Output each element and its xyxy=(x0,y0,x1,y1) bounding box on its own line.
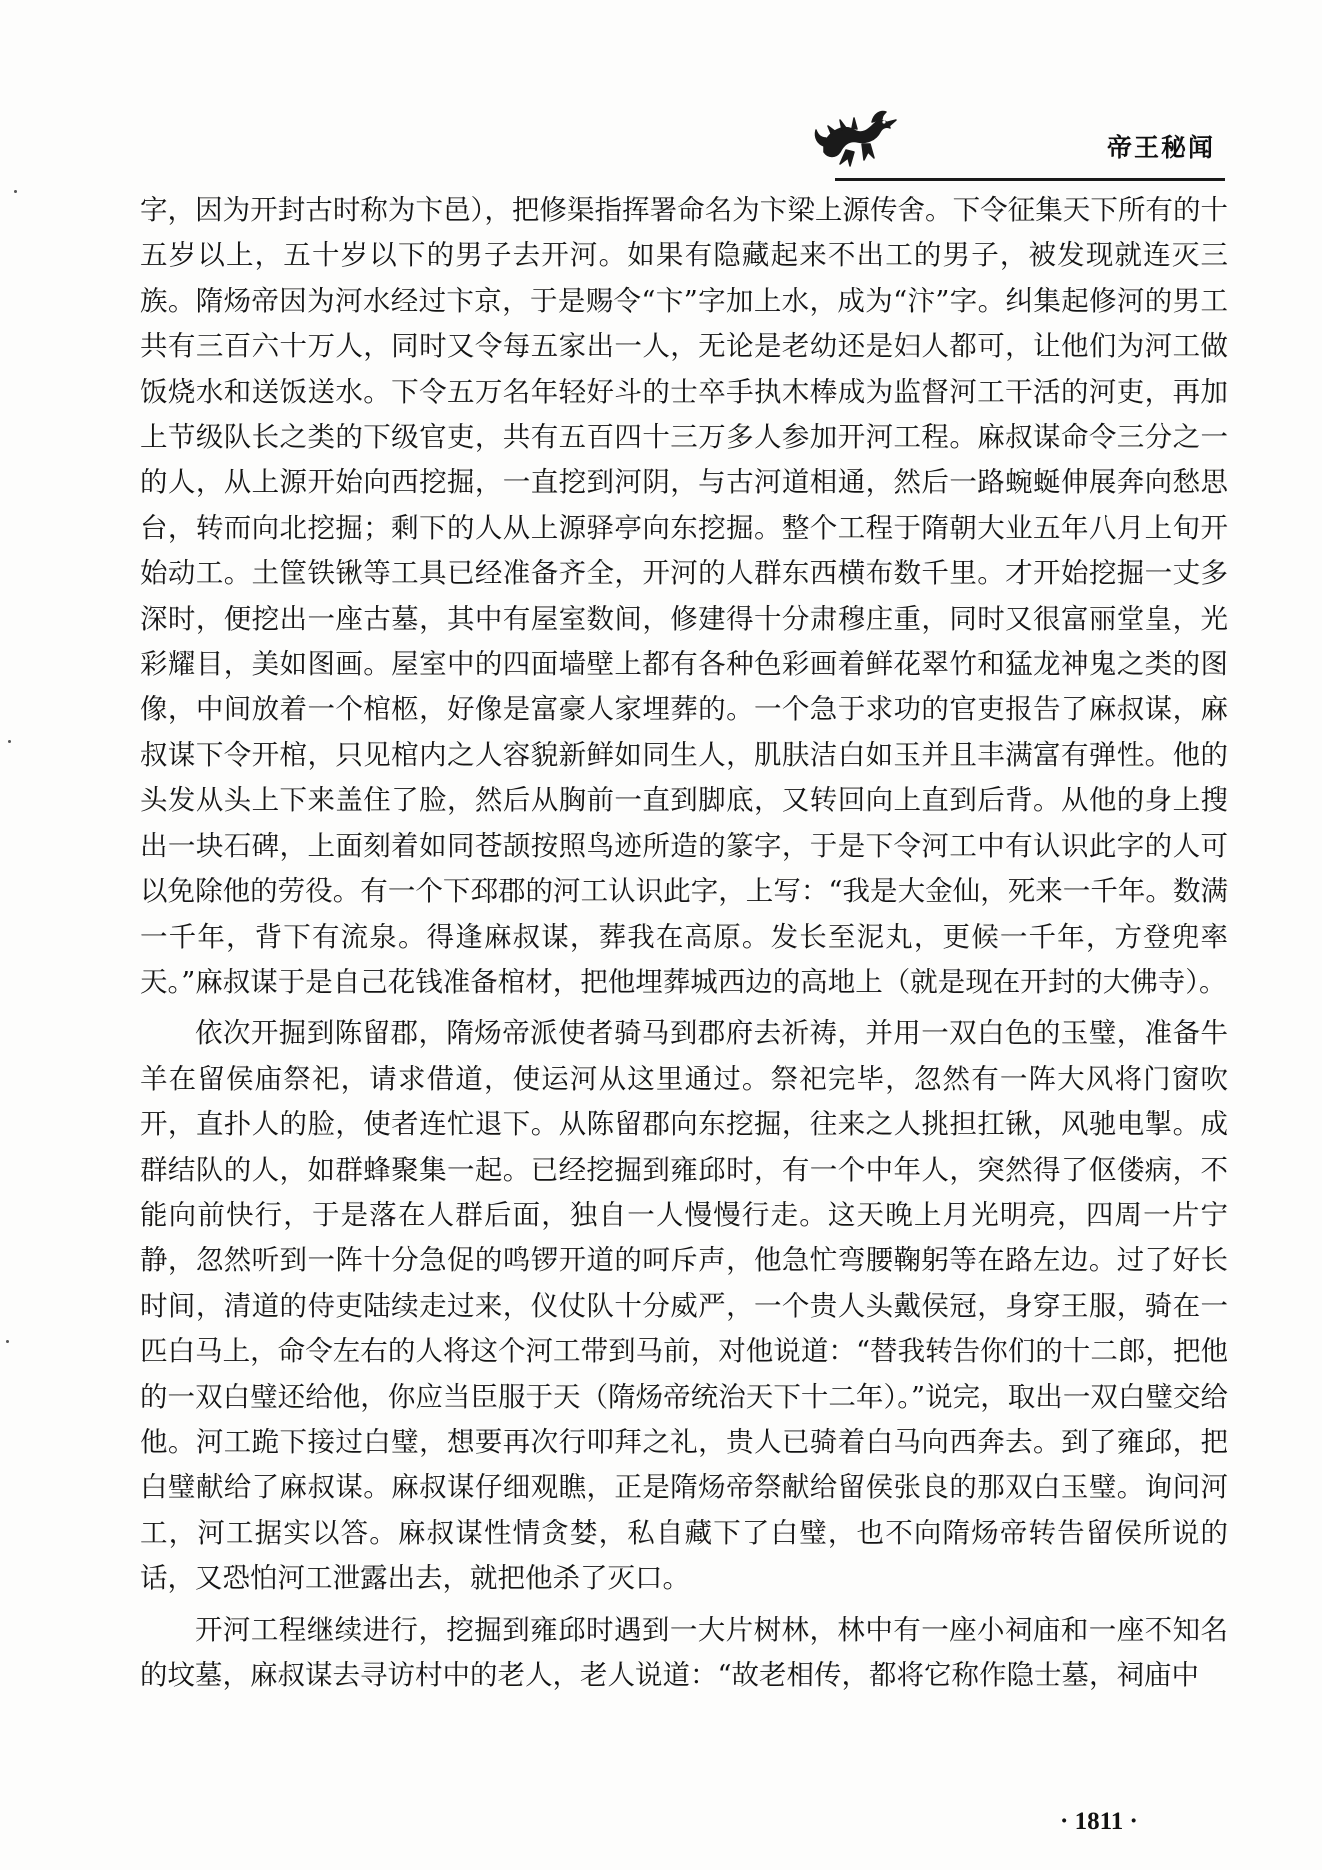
body-text xyxy=(140,188,1228,1698)
header-rule xyxy=(835,178,1225,181)
dragon-emblem-icon xyxy=(810,100,900,172)
section-title: 帝王秘闻 xyxy=(1106,133,1215,162)
scan-speck xyxy=(8,740,11,743)
page-number: · 1811 · xyxy=(1060,1808,1138,1835)
paragraph-1: 字，因为开封古时称为卞邑），把修渠指挥署命名为卞梁上源传舍。下令征集天下所有的十五岁以上，五十岁以下的男子去开河。如果有隐藏起来不出工的男子，被发现就连灭三族。隋炀帝因为河水经过卞京，于是赐令“卞”字加上水，成为“汴”字。纠集起修河的男工共有三百六十万人，同时又令每五家出一人，无论是老幼还是妇人都可，让他们为河工做饭烧水和送饭送水。下令五万名年轻好斗的士卒手执木棒成为监督河工干活的河吏，再加上节级队长之类的下级官吏，共有五百四十三万多人参加开河工程。麻叔谋命令三分之一的人，从上源开始向西挖掘，一直挖到河阴，与古河道相通，然后一路蜿蜒伸展奔向愁思台，转而向北挖掘；剩下的人从上源驿亭向东挖掘。整个工程于隋朝大业五年八月上旬开始动工。土筐铁锹等工具已经准备齐全，开河的人群东西横布数千里。才开始挖掘一丈多深时，便挖出一座古墓，其中有屋室数间，修建得十分肃穆庄重，同时又很富丽堂皇，光彩耀目，美如图画。屋室中的四面墙壁上都有各种色彩画着鲜花翠竹和猛龙神鬼之类的图像，中间放着一个棺柩，好像是富豪人家埋葬的。一个急于求功的官吏报告了麻叔谋，麻叔谋下令开棺，只见棺内之人容貌新鲜如同生人，肌肤洁白如玉并且丰满富有弹性。他的头发从头上下来盖住了脸，然后从胸前一直到脚底，又转回向上直到后背。从他的身上搜出一块石碑，上面刻着如同苍颉按照鸟迹所造的篆字，于是下令河工中有认识此字的人可以免除他的劳役。有一个下邳郡的河工认识此字，上写：“我是大金仙，死来一千年。数满一千年，背下有流泉。得逢麻叔谋，葬我在高原。发长至泥丸，更候一千年，方登兜率天。”麻叔谋于是自己花钱准备棺材，把他埋葬城西边的高地上（就是现在开封的大佛寺）。 xyxy=(140,194,1228,998)
running-header xyxy=(795,100,1225,182)
paragraph-2: 依次开掘到陈留郡，隋炀帝派使者骑马到郡府去祈祷，并用一双白色的玉璧，准备牛羊在留侯庙祭祀，请求借道，使运河从这里通过。祭祀完毕，忽然有一阵大风将门窗吹开，直扑人的脸，使者连忙退下。从陈留郡向东挖掘，往来之人挑担扛锹，风驰电掣。成群结队的人，如群蜂聚集一起。已经挖掘到雍邱时，有一个中年人，突然得了伛偻病，不能向前快行，于是落在人群后面，独自一人慢慢行走。这天晚上月光明亮，四周一片宁静，忽然听到一阵十分急促的鸣锣开道的呵斥声，他急忙弯腰鞠躬等在路左边。过了好长时间，清道的侍吏陆续走过来，仪仗队十分威严，一个贵人头戴侯冠，身穿王服，骑在一匹白马上，命令左右的人将这个河工带到马前，对他说道：“替我转告你们的十二郎，把他的一双白璧还给他，你应当臣服于天（隋炀帝统治天下十二年）。”说完，取出一双白璧交给他。河工跪下接过白璧，想要再次行叩拜之礼，贵人已骑着白马向西奔去。到了雍邱，把白璧献给了麻叔谋。麻叔谋仔细观瞧，正是隋炀帝祭献给留侯张良的那双白玉璧。询问河工，河工据实以答。麻叔谋性情贪婪，私自藏下了白璧，也不向隋炀帝转告留侯所说的话，又恐怕河工泄露出去，就把他杀了灭口。 xyxy=(140,1017,1228,1595)
paragraph-3: 开河工程继续进行，挖掘到雍邱时遇到一大片树林，林中有一座小祠庙和一座不知名的坟墓，麻叔谋去寻访村中的老人，老人说道：“故老相传，都将它称作隐士墓，祠庙中 xyxy=(140,1613,1228,1691)
scan-speck xyxy=(6,1340,9,1343)
scan-speck xyxy=(14,190,17,193)
